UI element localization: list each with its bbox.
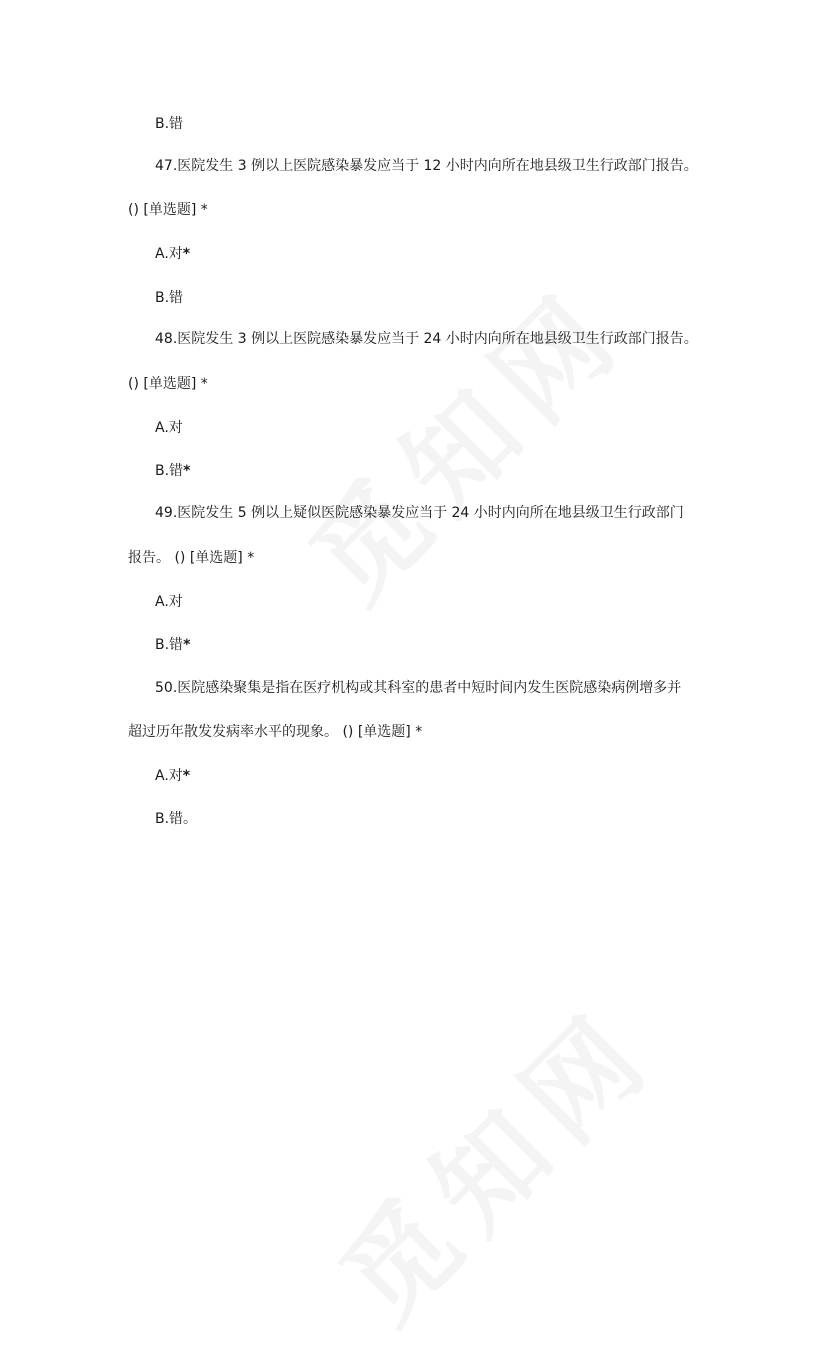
option-line: A.对* xyxy=(155,768,191,784)
question-50: 50.医院感染聚集是指在医疗机构或其科室的患者中短时间内发生医院感染病例增多并 xyxy=(155,680,682,696)
question-48-type: () [单选题] * xyxy=(128,376,208,392)
option-line: A.对 xyxy=(155,594,183,610)
question-49-cont: 报告。 () [单选题] * xyxy=(128,550,255,566)
option-line: B.错* xyxy=(155,637,191,653)
option-line: B.错 xyxy=(155,290,184,306)
watermark-bottom xyxy=(300,967,683,1350)
option-line: B.错* xyxy=(155,463,191,479)
question-48: 48.医院发生 3 例以上医院感染暴发应当于 24 小时内向所在地县级卫生行政部门报告。 xyxy=(155,331,698,347)
question-47-type: () [单选题] * xyxy=(128,202,208,218)
question-50-cont: 超过历年散发发病率水平的现象。 () [单选题] * xyxy=(128,724,423,740)
watermark xyxy=(270,247,653,630)
question-49: 49.医院发生 5 例以上疑似医院感染暴发应当于 24 小时内向所在地县级卫生行政部门 xyxy=(155,505,684,521)
option-line: B.错 xyxy=(155,116,184,132)
option-line: A.对 xyxy=(155,420,183,436)
option-line: A.对* xyxy=(155,246,191,262)
question-47: 47.医院发生 3 例以上医院感染暴发应当于 12 小时内向所在地县级卫生行政部门报告。 xyxy=(155,158,698,174)
option-line: B.错。 xyxy=(155,811,198,827)
